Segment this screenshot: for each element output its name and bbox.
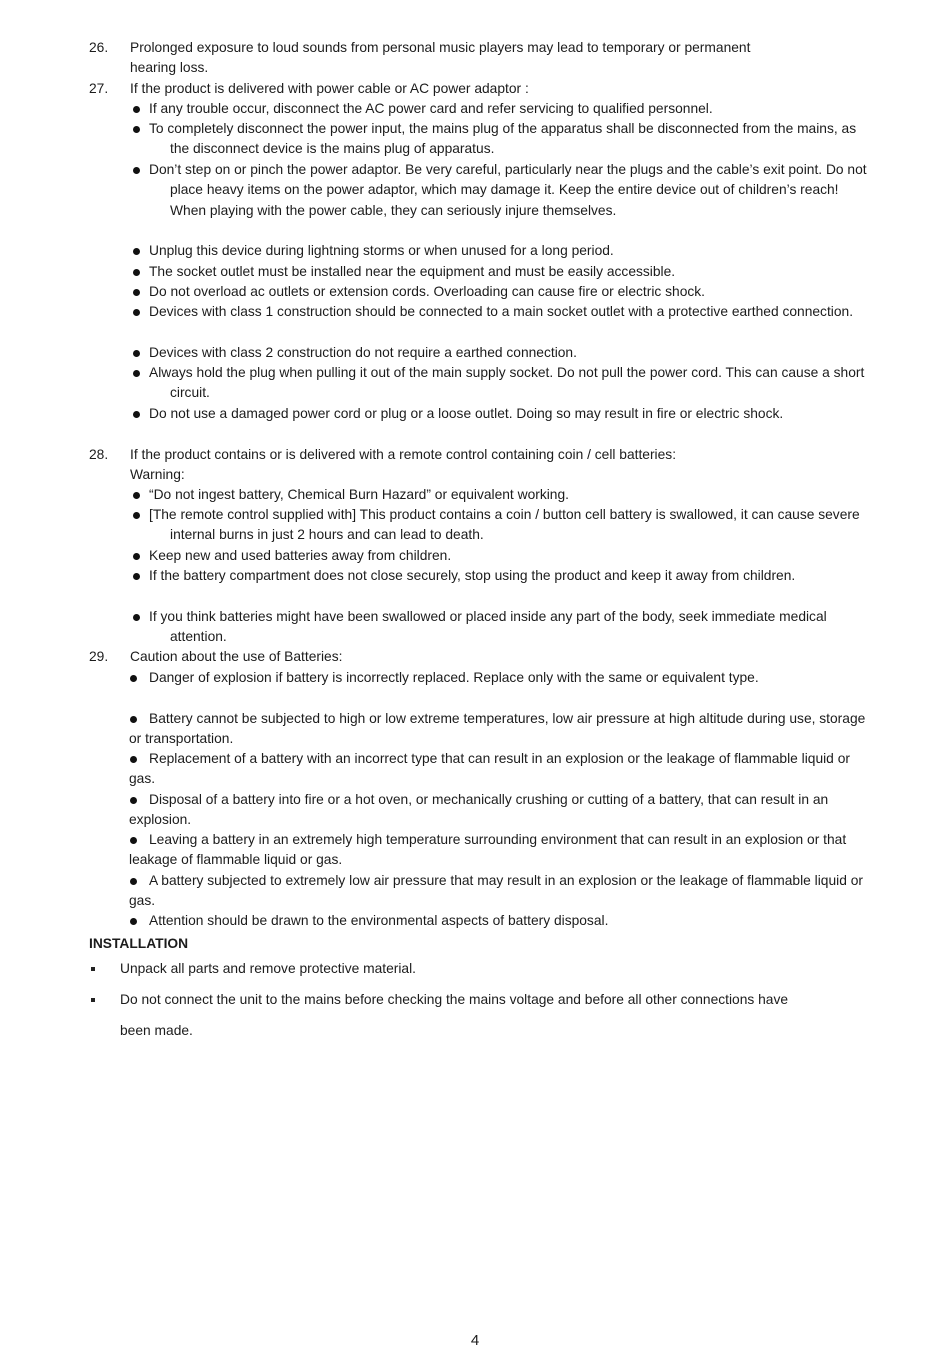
warning-label: Warning:: [130, 467, 185, 482]
bullet-icon: [130, 797, 137, 804]
bullet-item: [129, 343, 869, 363]
bullet-item: [129, 505, 869, 546]
bullet-item: [129, 871, 867, 912]
bullet-icon: [133, 553, 140, 560]
bullet-text: “Do not ingest battery, Chemical Burn Hazard” or equivalent working.: [149, 487, 569, 502]
bullet-text: The socket outlet must be installed near the equipment and must be easily accessible.: [149, 264, 676, 279]
item-text: Caution about the use of Batteries:: [130, 649, 343, 664]
bullet-icon: [133, 126, 140, 133]
bullet-text: Devices with class 2 construction do not require a earthed connection.: [149, 345, 577, 360]
bullet-text: Replacement of a battery with an incorrect type that can result in an explosion or the leakage of flammable liquid or gas.: [129, 751, 850, 787]
bullet-icon: [133, 512, 140, 519]
bullet-item: [129, 790, 867, 831]
bullet-icon: [130, 675, 137, 682]
bullet-icon: [133, 269, 140, 276]
bullet-icon: [133, 370, 140, 377]
bullet-item: [129, 404, 869, 424]
bullet-text: Do not connect the unit to the mains before checking the mains voltage and before all other connections have been made.: [120, 992, 789, 1038]
section-heading-installation: INSTALLATION: [89, 936, 189, 951]
bullet-icon: [130, 756, 137, 763]
bullet-icon: [133, 309, 140, 316]
item-text: If the product contains or is delivered with a remote control containing coin / cell batteries:: [130, 447, 677, 462]
bullet-text: Attention should be drawn to the environmental aspects of battery disposal.: [149, 913, 609, 928]
item-number: 26.: [89, 40, 109, 55]
bullet-item: [129, 241, 869, 261]
bullet-icon: [133, 248, 140, 255]
item-text: If the product is delivered with power cable or AC power adaptor :: [130, 81, 529, 96]
bullet-text: Unpack all parts and remove protective material.: [120, 961, 416, 976]
item-number: 29.: [89, 649, 109, 664]
bullet-text: [The remote control supplied with] This product contains a coin / button cell battery is swallowed, it can cause severe internal burns in just 2 hours and can lead to death.: [149, 507, 860, 543]
bullet-icon: [133, 492, 140, 499]
bullet-text: Always hold the plug when pulling it out of the main supply socket. Do not pull the power cord. This can cause a short circuit.: [149, 365, 865, 401]
bullet-text: Danger of explosion if battery is incorrectly replaced. Replace only with the same or equivalent type.: [149, 670, 759, 685]
bullet-icon: [133, 167, 140, 174]
bullet-item: [129, 302, 869, 322]
bullet-icon: [130, 918, 137, 925]
bullet-item: [129, 566, 869, 586]
list-item-28: [89, 445, 869, 465]
bullet-item: [129, 485, 869, 505]
item-text: Prolonged exposure to loud sounds from personal music players may lead to temporary or permanent hearing loss.: [130, 40, 751, 76]
bullet-item: [129, 262, 869, 282]
bullet-item: [129, 160, 869, 221]
bullet-item: [129, 546, 869, 566]
bullet-text: Do not overload ac outlets or extension cords. Overloading can cause fire or electric shock.: [149, 284, 705, 299]
list-item-27: [89, 79, 869, 99]
bullet-item: [129, 911, 867, 931]
bullet-text: Keep new and used batteries away from children.: [149, 548, 452, 563]
bullet-icon: [133, 289, 140, 296]
item-number: 28.: [89, 447, 109, 462]
bullet-text: If the battery compartment does not close securely, stop using the product and keep it away from children.: [149, 568, 796, 583]
bullet-icon: [133, 411, 140, 418]
bullet-item: [129, 99, 869, 119]
list-item-26: [89, 38, 869, 79]
bullet-text: Don’t step on or pinch the power adaptor. Be very careful, particularly near the plugs and the cable’s exit point. Do not place heavy items on the power adaptor, which may damage it. Keep the entire device out of children’s reach! When playing with the power cable, they can seriously injure themselves.: [149, 162, 867, 218]
bullet-item: [129, 668, 867, 688]
bullet-icon: [133, 350, 140, 357]
bullet-item: [129, 749, 867, 790]
item-number: 27.: [89, 81, 109, 96]
installation-bullet: [89, 954, 809, 985]
bullet-text: Unplug this device during lightning storms or when unused for a long period.: [149, 243, 614, 258]
bullet-icon: [133, 573, 140, 580]
bullet-item: [129, 282, 869, 302]
bullet-icon: [133, 614, 140, 621]
bullet-icon: [130, 878, 137, 885]
bullet-icon: [130, 837, 137, 844]
bullet-text: Battery cannot be subjected to high or low extreme temperatures, low air pressure at high altitude during use, storage or transportation.: [129, 711, 866, 747]
bullet-item: [129, 363, 869, 404]
bullet-item: [129, 607, 869, 648]
bullet-text: Do not use a damaged power cord or plug or a loose outlet. Doing so may result in fire or electric shock.: [149, 406, 784, 421]
bullet-item: [129, 709, 867, 750]
bullet-icon: [91, 967, 95, 971]
bullet-item: [129, 119, 869, 160]
bullet-icon: [133, 106, 140, 113]
list-item-29: [89, 647, 869, 667]
bullet-text: Leaving a battery in an extremely high temperature surrounding environment that can result in an explosion or that leakage of flammable liquid or gas.: [129, 832, 847, 868]
installation-bullet: [89, 985, 809, 1046]
bullet-text: If you think batteries might have been swallowed or placed inside any part of the body, seek immediate medical attention.: [149, 609, 827, 645]
bullet-item: [129, 830, 867, 871]
bullet-text: Disposal of a battery into fire or a hot oven, or mechanically crushing or cutting of a battery, that can result in an explosion.: [129, 792, 829, 828]
bullet-text: Devices with class 1 construction should be connected to a main socket outlet with a protective earthed connection.: [149, 304, 854, 319]
bullet-text: If any trouble occur, disconnect the AC power card and refer servicing to qualified personnel.: [149, 101, 713, 116]
bullet-icon: [91, 998, 95, 1002]
bullet-text: A battery subjected to extremely low air pressure that may result in an explosion or the leakage of flammable liquid or gas.: [129, 873, 863, 909]
bullet-text: To completely disconnect the power input, the mains plug of the apparatus shall be disconnected from the mains, as the disconnect device is the mains plug of apparatus.: [149, 121, 857, 157]
bullet-icon: [130, 716, 137, 723]
page-number: 4: [470, 1332, 480, 1349]
